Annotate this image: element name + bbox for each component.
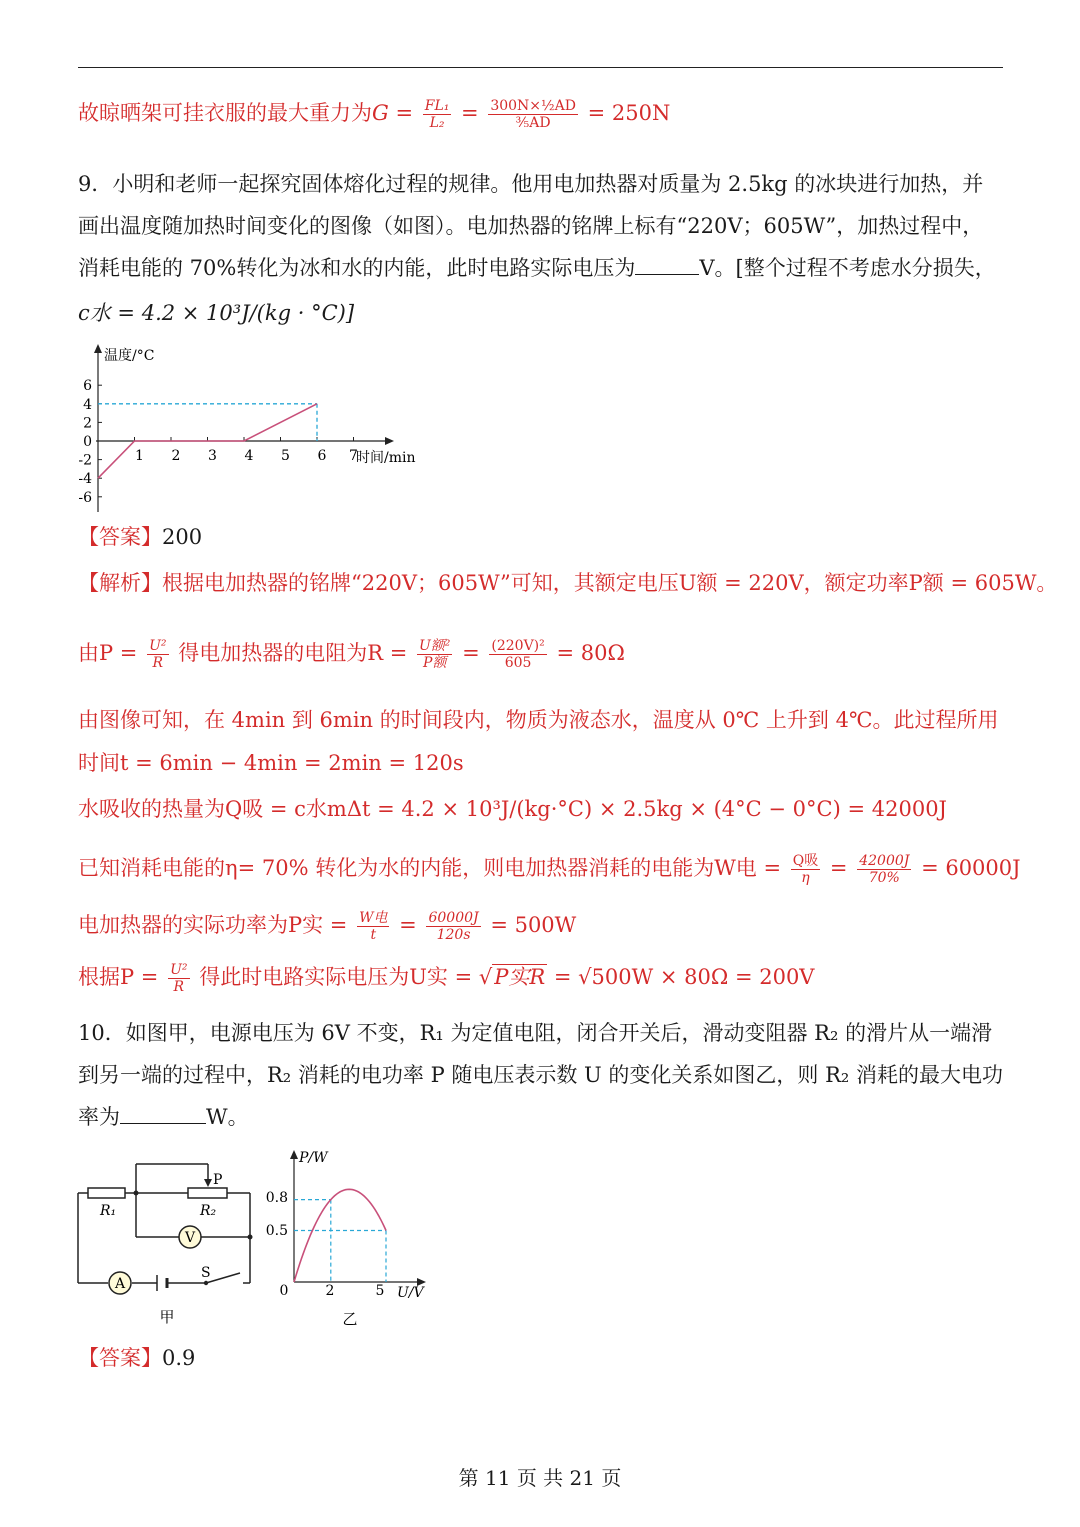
q10-power-graph (258, 1142, 438, 1332)
q10-xtick-5: 5 (375, 1283, 385, 1299)
q10-line3 (78, 1105, 249, 1130)
resistor-r1 (88, 1188, 125, 1198)
q9-ytick: 2 (83, 415, 92, 432)
q9-a8-frac (168, 962, 189, 995)
q10-ytick-0.8: 0.8 (265, 1190, 288, 1206)
q9-line1: 9．小明和老师一起探究固体熔化过程的规律。他用电加热器对质量为 2.5kg 的冰块进行加热，并 (78, 172, 984, 196)
top-frac-2-num: 300N×½AD (490, 98, 576, 114)
q9-line3-a: 消耗电能的 70%转化为冰和水的内能，此时电路实际电压为 (78, 256, 636, 280)
q10-graph-xlabel: U/V (397, 1285, 424, 1301)
q10-graph-ylabel: P/W (299, 1150, 328, 1166)
q9-analysis-line1 (78, 571, 1057, 596)
q9-answer-blank[interactable] (635, 256, 699, 275)
q9-line3-b: V。[整个过程不考虑水分损失， (699, 256, 996, 280)
top-conclusion-text: 故晾晒架可挂衣服的最大重力为 (78, 101, 372, 126)
q9-analysis-line7 (78, 910, 576, 943)
top-formula-result: = 250N (587, 101, 671, 126)
q9-answer-label: 【答案】 (78, 525, 162, 549)
q9-analysis-line4: 时间t = 6min − 4min = 2min = 120s (78, 751, 464, 775)
q9-a6-frac2 (857, 853, 911, 886)
q9-a6-frac2-num: 42000J (859, 853, 910, 869)
q9-answer-line (78, 525, 202, 550)
q9-a2-c: = (462, 641, 480, 666)
q9-a8-c: = √500W × 80Ω = 200V (553, 965, 815, 990)
header-rule (78, 67, 1003, 68)
q9-ytick: -2 (78, 452, 92, 469)
q9-a7-frac1-den: t (370, 927, 377, 944)
junction-dot (248, 1235, 253, 1240)
q9-ytick: -4 (78, 471, 92, 488)
slider-arrow-icon (204, 1179, 212, 1187)
q9-xtick: 1 (135, 448, 144, 464)
q9-a7-c: = 500W (490, 913, 577, 938)
slider-label: P (213, 1172, 223, 1188)
top-frac-1 (423, 98, 452, 131)
q9-a7-a: 电加热器的实际功率为P实 = (78, 913, 348, 938)
q9-a2-frac1-den: R (152, 655, 164, 672)
top-frac-2 (488, 98, 578, 131)
q9-a8-b: 得此时电路实际电压为U实 = √ (199, 965, 493, 990)
q10-line3-b: W。 (206, 1105, 249, 1129)
graph-caption: 乙 (342, 1310, 358, 1328)
q9-a8-frac-den: R (173, 979, 185, 996)
q9-ytick: 0 (83, 434, 92, 450)
switch-label: S (201, 1265, 211, 1281)
q9-xtick: 6 (317, 448, 327, 464)
q10-answer-value: 0.9 (162, 1346, 196, 1370)
q10-answer-label: 【答案】 (78, 1346, 162, 1370)
top-frac-1-num: FL₁ (424, 98, 450, 114)
top-frac-1-den: L₂ (429, 115, 445, 132)
q9-analysis-line3: 由图像可知，在 4min 到 6min 的时间段内，物质为液态水，温度从 0℃ 上升到 4℃。此过程所用 (78, 708, 999, 732)
r1-label: R₁ (100, 1203, 117, 1219)
q10-line1: 10．如图甲，电源电压为 6V 不变，R₁ 为定值电阻，闭合开关后，滑动变阻器 R₂ 的滑片从一端滑 (78, 1021, 993, 1045)
page-footer: 第 11 页 共 21 页 (458, 1466, 622, 1490)
q9-temperature-graph (74, 342, 434, 514)
q9-xtick: 4 (244, 448, 254, 464)
q9-analysis-line5: 水吸收的热量为Q吸 = c水mΔt = 4.2 × 10³J/(kg·°C) × 2.5kg × (4°C − 0°C) = 42000J (78, 797, 947, 821)
q9-a6-frac2-den: 70% (868, 870, 900, 887)
q9-analysis-line2 (78, 638, 625, 671)
q10-line3-a: 率为 (78, 1105, 120, 1129)
q9-a7-frac2-num: 60000J (428, 910, 479, 926)
q9-a8-sqrt: P实R (494, 965, 546, 990)
q9-a7-b: = (399, 913, 417, 938)
circuit-caption: 甲 (159, 1308, 175, 1326)
ammeter-label: A (114, 1276, 126, 1292)
q10-xtick-0: 0 (279, 1283, 289, 1299)
q9-xtick: 2 (171, 448, 181, 464)
q10-answer-line (78, 1346, 195, 1371)
q10-power-curve (294, 1189, 386, 1282)
q9-a2-frac3-num: (220V)² (491, 638, 545, 654)
q9-analysis-line6 (78, 853, 1021, 886)
q9-graph-axes (94, 344, 394, 512)
q9-a6-frac1 (791, 853, 820, 886)
q9-xtick: 5 (281, 448, 290, 464)
q10-xtick-2: 2 (325, 1283, 335, 1299)
q9-a2-frac3 (489, 638, 546, 671)
q9-ytick: 4 (83, 396, 92, 413)
q9-a6-c: = 60000J (921, 856, 1021, 881)
q9-xtick: 3 (208, 448, 217, 464)
q9-xtick: 7 (349, 448, 358, 464)
q10-answer-blank[interactable] (120, 1105, 206, 1124)
q9-line4: c水 = 4.2 × 10³J/(kg · °C)] (78, 301, 355, 325)
q10-ytick-0.5: 0.5 (265, 1223, 288, 1239)
top-frac-2-den: ⅗AD (515, 115, 551, 132)
q9-line2: 画出温度随加热时间变化的图像（如图）。电加热器的铭牌上标有“220V；605W”，加热过程中， (78, 214, 984, 238)
q9-a2-frac3-den: 605 (504, 655, 532, 672)
q9-ytick: -6 (78, 489, 92, 506)
q9-a2-frac2 (417, 638, 452, 671)
q9-a6-frac1-den: η (801, 870, 810, 887)
q9-analysis-label: 【解析】 (78, 571, 162, 595)
top-conclusion-line: 故晾晒架可挂衣服的最大重力为G = $\frac{\text{FL₁}}{\text{L₂}}$ = $\frac{\text{300N×½AD}}{\text{⅗AD}}$ = 250N (78, 98, 671, 132)
q10-graph-axes (290, 1150, 426, 1286)
q9-a7-frac1-num: W电 (359, 910, 388, 926)
circuit-wires (78, 1164, 250, 1283)
q9-ytick: 6 (83, 378, 92, 395)
q9-analysis-a1: 根据电加热器的铭牌“220V；605W”可知，其额定电压U额 = 220V，额定功率P额 = 605W。 (162, 571, 1058, 595)
q9-a2-frac1-num: U² (149, 638, 167, 654)
junction-dot (134, 1191, 139, 1196)
q9-line3 (78, 256, 996, 281)
q9-a7-frac2-den: 120s (436, 927, 471, 944)
q9-a2-b: 得电加热器的电阻为R = (178, 641, 408, 666)
resistor-r2 (188, 1188, 227, 1198)
q9-a2-d: = 80Ω (556, 641, 625, 666)
q9-graph-ylabel: 温度/°C (104, 348, 155, 364)
q9-a7-frac2 (426, 910, 480, 943)
q9-a6-a: 已知消耗电能的η= 70% 转化为水的内能，则电加热器消耗的电能为W电 = (78, 856, 782, 881)
q9-answer-value: 200 (162, 525, 203, 549)
q9-a2-frac1 (147, 638, 168, 671)
q9-a6-b: = (829, 856, 848, 881)
voltmeter-label: V (184, 1230, 196, 1246)
q10-circuit-diagram (70, 1160, 270, 1330)
q9-a2-frac2-num: U额² (418, 638, 451, 654)
q9-graph-xlabel: 时间/min (356, 450, 416, 466)
q9-analysis-line8 (78, 962, 814, 995)
q9-a7-frac1 (357, 910, 389, 943)
q9-a8-a: 根据P = (78, 965, 159, 990)
q9-a6-frac1-num: Q吸 (792, 853, 819, 869)
q9-a8-frac-num: U² (170, 962, 188, 978)
top-formula-lhs: G = (372, 101, 414, 126)
q9-a2-a: 由P = (78, 641, 138, 666)
q10-line2: 到另一端的过程中，R₂ 消耗的电功率 P 随电压表示数 U 的变化关系如图乙，则 R₂ 消耗的最大电功 (78, 1063, 1004, 1087)
q9-a2-frac2-den: P额 (422, 655, 447, 672)
switch-pivot (204, 1281, 208, 1285)
q10-graph-plot (294, 1189, 386, 1282)
r2-label: R₂ (200, 1203, 217, 1219)
